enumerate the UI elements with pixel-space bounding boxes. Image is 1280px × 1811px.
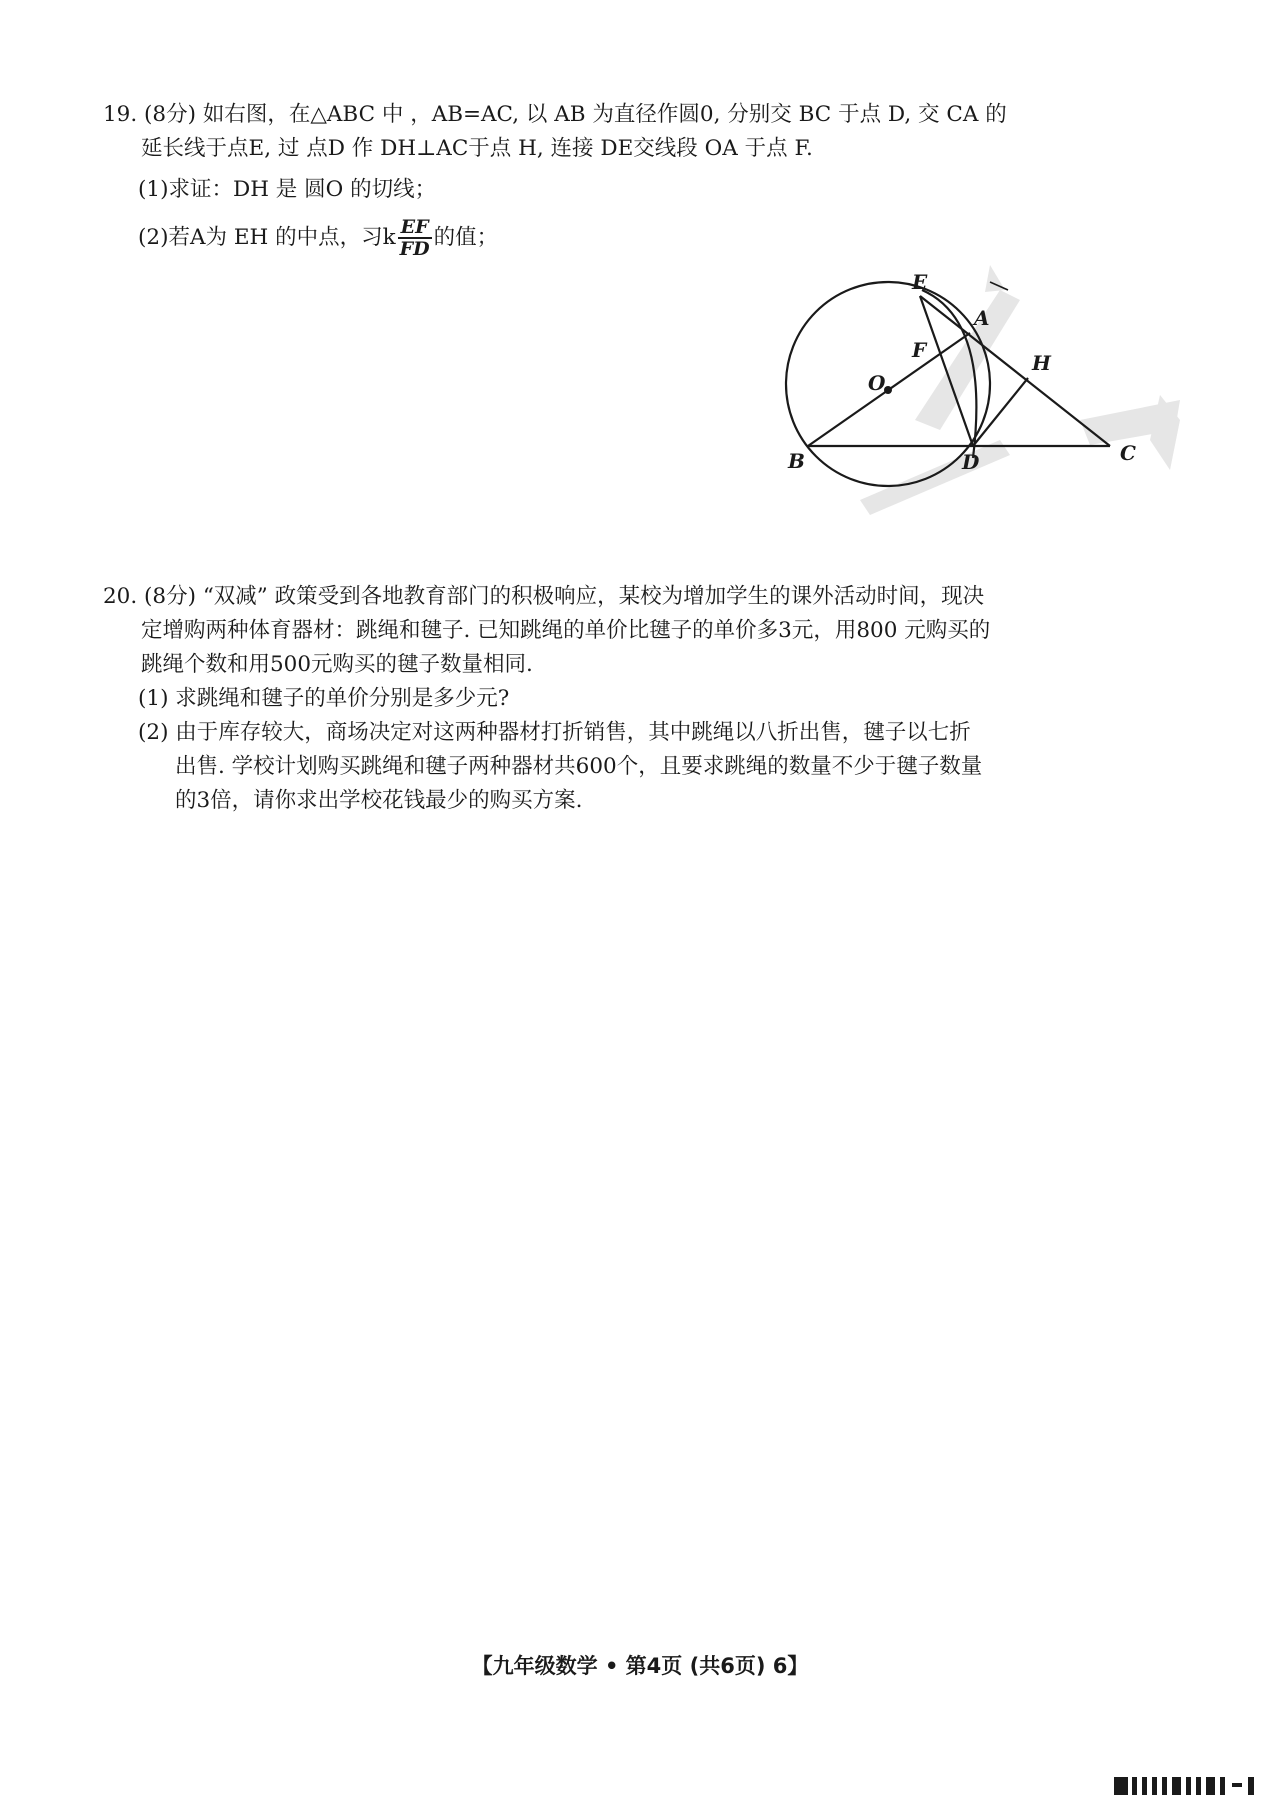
segment-dh	[973, 378, 1028, 446]
q20-line-3: 跳绳个数和用500元购买的毽子数量相同.	[141, 652, 533, 677]
fraction-numerator: EF	[398, 217, 432, 239]
label-b: B	[788, 449, 805, 473]
q20-line-2: 定增购两种体育器材：跳绳和毽子. 已知跳绳的单价比毽子的单价多3元，用800 元购买的	[141, 618, 991, 643]
label-e: E	[912, 270, 928, 294]
label-o: O	[868, 371, 886, 395]
q20-part-2-line-1: (2) 由于库存较大，商场决定对这两种器材打折销售，其中跳绳以八折出售，毽子以七折	[138, 720, 971, 745]
question-19	[103, 98, 1153, 259]
q19-line-1: 19. (8分) 如右图，在△ABC 中 ，AB=AC, 以 AB 为直径作圆0, 分别交 BC 于点 D, 交 CA 的	[103, 102, 1007, 127]
q20-part-2-line-3: 的3倍，请你求出学校花钱最少的购买方案.	[175, 788, 583, 813]
q19-part-2-suffix: 的值；	[433, 225, 499, 250]
q20-line-1: 20. (8分) “双减” 政策受到各地教育部门的积极响应，某校为增加学生的课外活动时间，现决	[103, 584, 985, 609]
watermark-strokes	[860, 265, 1180, 515]
geometry-figure	[780, 262, 1180, 532]
label-d: D	[962, 450, 980, 474]
label-h: H	[1032, 351, 1051, 375]
fraction-denominator: FD	[399, 238, 430, 260]
fraction-ef-over-fd	[398, 217, 432, 259]
page-footer: 【九年级数学 • 第4页 (共6页) 6】	[471, 1654, 809, 1678]
q19-part-2	[103, 217, 1153, 259]
q19-part-1: (1)求证：DH 是 圆O 的切线；	[138, 177, 437, 202]
label-a: A	[974, 306, 990, 330]
q20-part-2-line-2: 出售. 学校计划购买跳绳和毽子两种器材共600个，且要求跳绳的数量不少于毽子数量	[175, 754, 983, 779]
scan-barcode-marks	[1112, 1773, 1262, 1797]
label-f: F	[912, 338, 927, 362]
q20-part-1: (1) 求跳绳和毽子的单价分别是多少元?	[138, 686, 510, 711]
q19-line-2: 延长线于点E, 过 点D 作 DH⊥AC于点 H, 连接 DE交线段 OA 于点 F.	[141, 136, 813, 161]
question-20	[103, 580, 1153, 818]
label-c: C	[1120, 441, 1136, 465]
q19-part-2-prefix: (2)若A为 EH 的中点，习k	[138, 225, 396, 250]
